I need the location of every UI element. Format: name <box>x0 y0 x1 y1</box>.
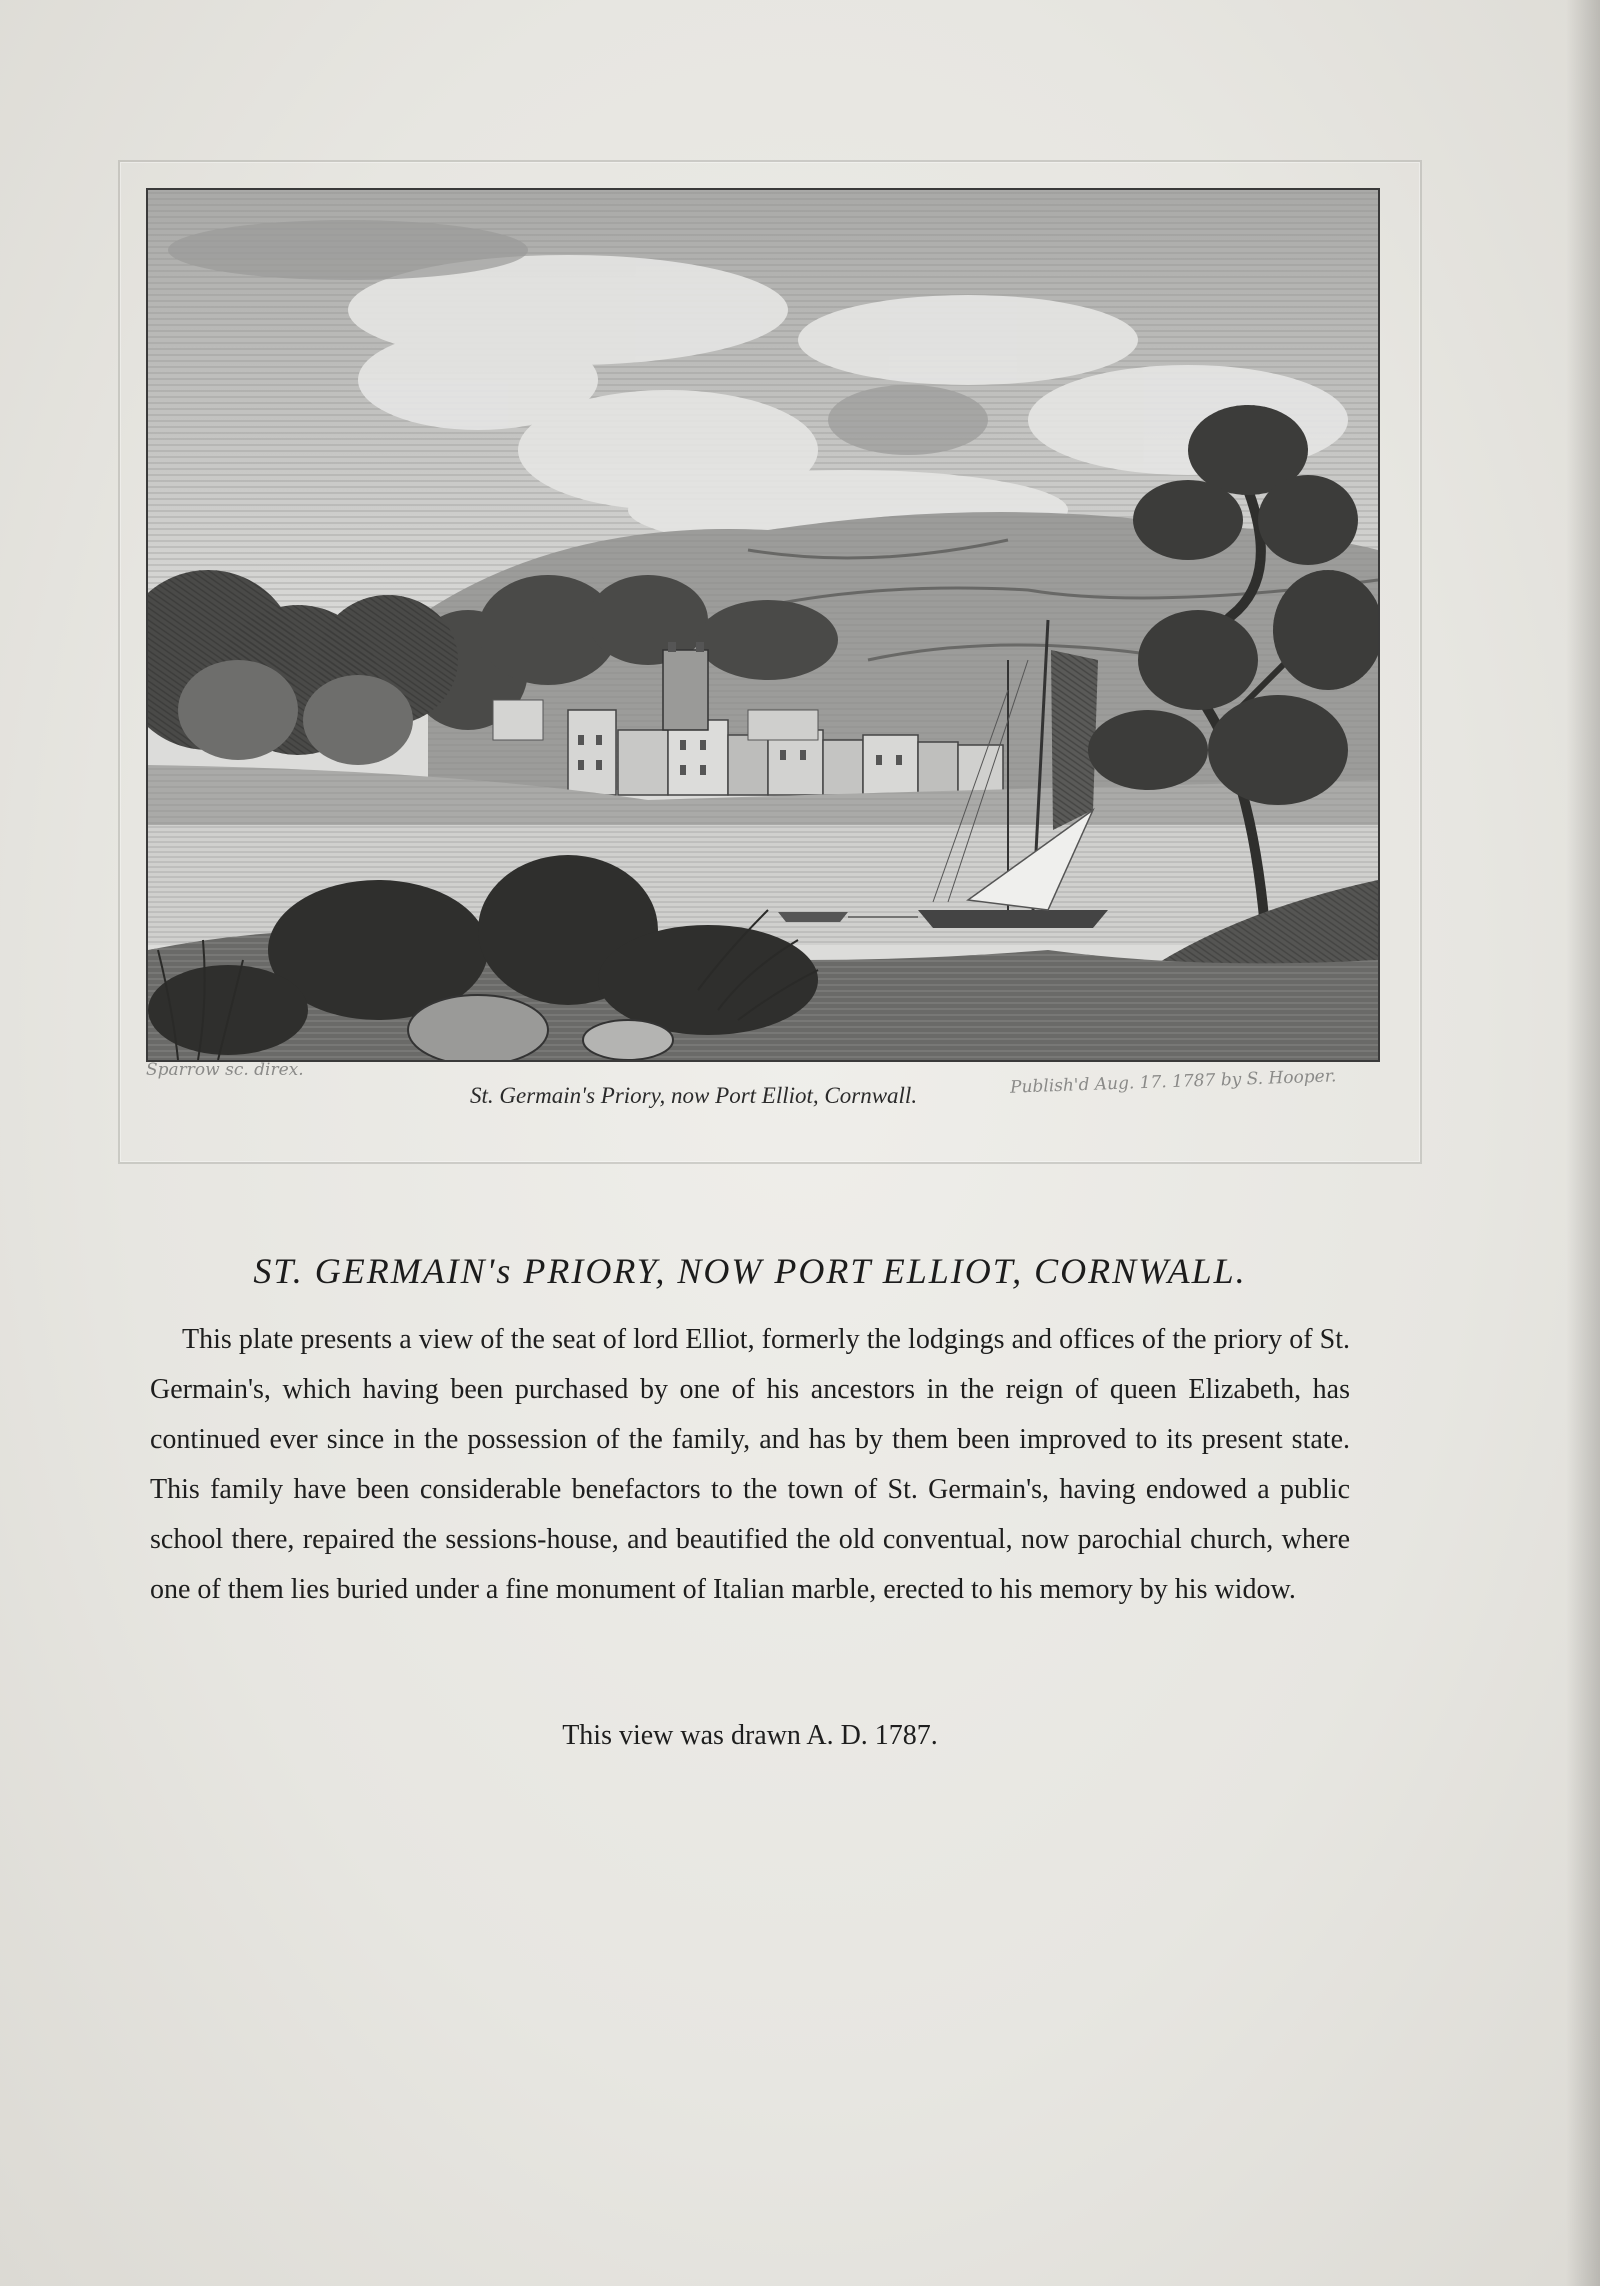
engraving-svg <box>148 190 1378 1060</box>
rock <box>583 1020 673 1060</box>
drawn-date-note: This view was drawn A. D. 1787. <box>562 1720 938 1751</box>
article-heading: ST. GERMAIN's PRIORY, NOW PORT ELLIOT, CORNWALL. <box>253 1251 1247 1291</box>
engraver-credit: Sparrow sc. direx. <box>146 1060 304 1080</box>
engraving-illustration <box>146 188 1380 1062</box>
publisher-credit: Publish'd Aug. 17. 1787 by S. Hooper. <box>1009 1066 1337 1098</box>
plate-caption: St. Germain's Priory, now Port Elliot, Cornwall. <box>470 1083 918 1108</box>
article-paragraph: This plate presents a view of the seat of lord Elliot, formerly the lodgings and offices of the priory of St. Germain's, which having been purchased by one of his ancestors in the reign of queen Elizabeth, has continued ever since in the possession of the family, and has by them been improved to its present state. This family have been considerable benefactors to the town of St. Germain's, having endowed a public school there, repaired the sessions-house, and beautified the old conventual, now parochial church, where one of them lies buried under a fine monument of Italian marble, erected to his memory by his widow. <box>150 1324 1350 1605</box>
rock <box>408 995 548 1060</box>
